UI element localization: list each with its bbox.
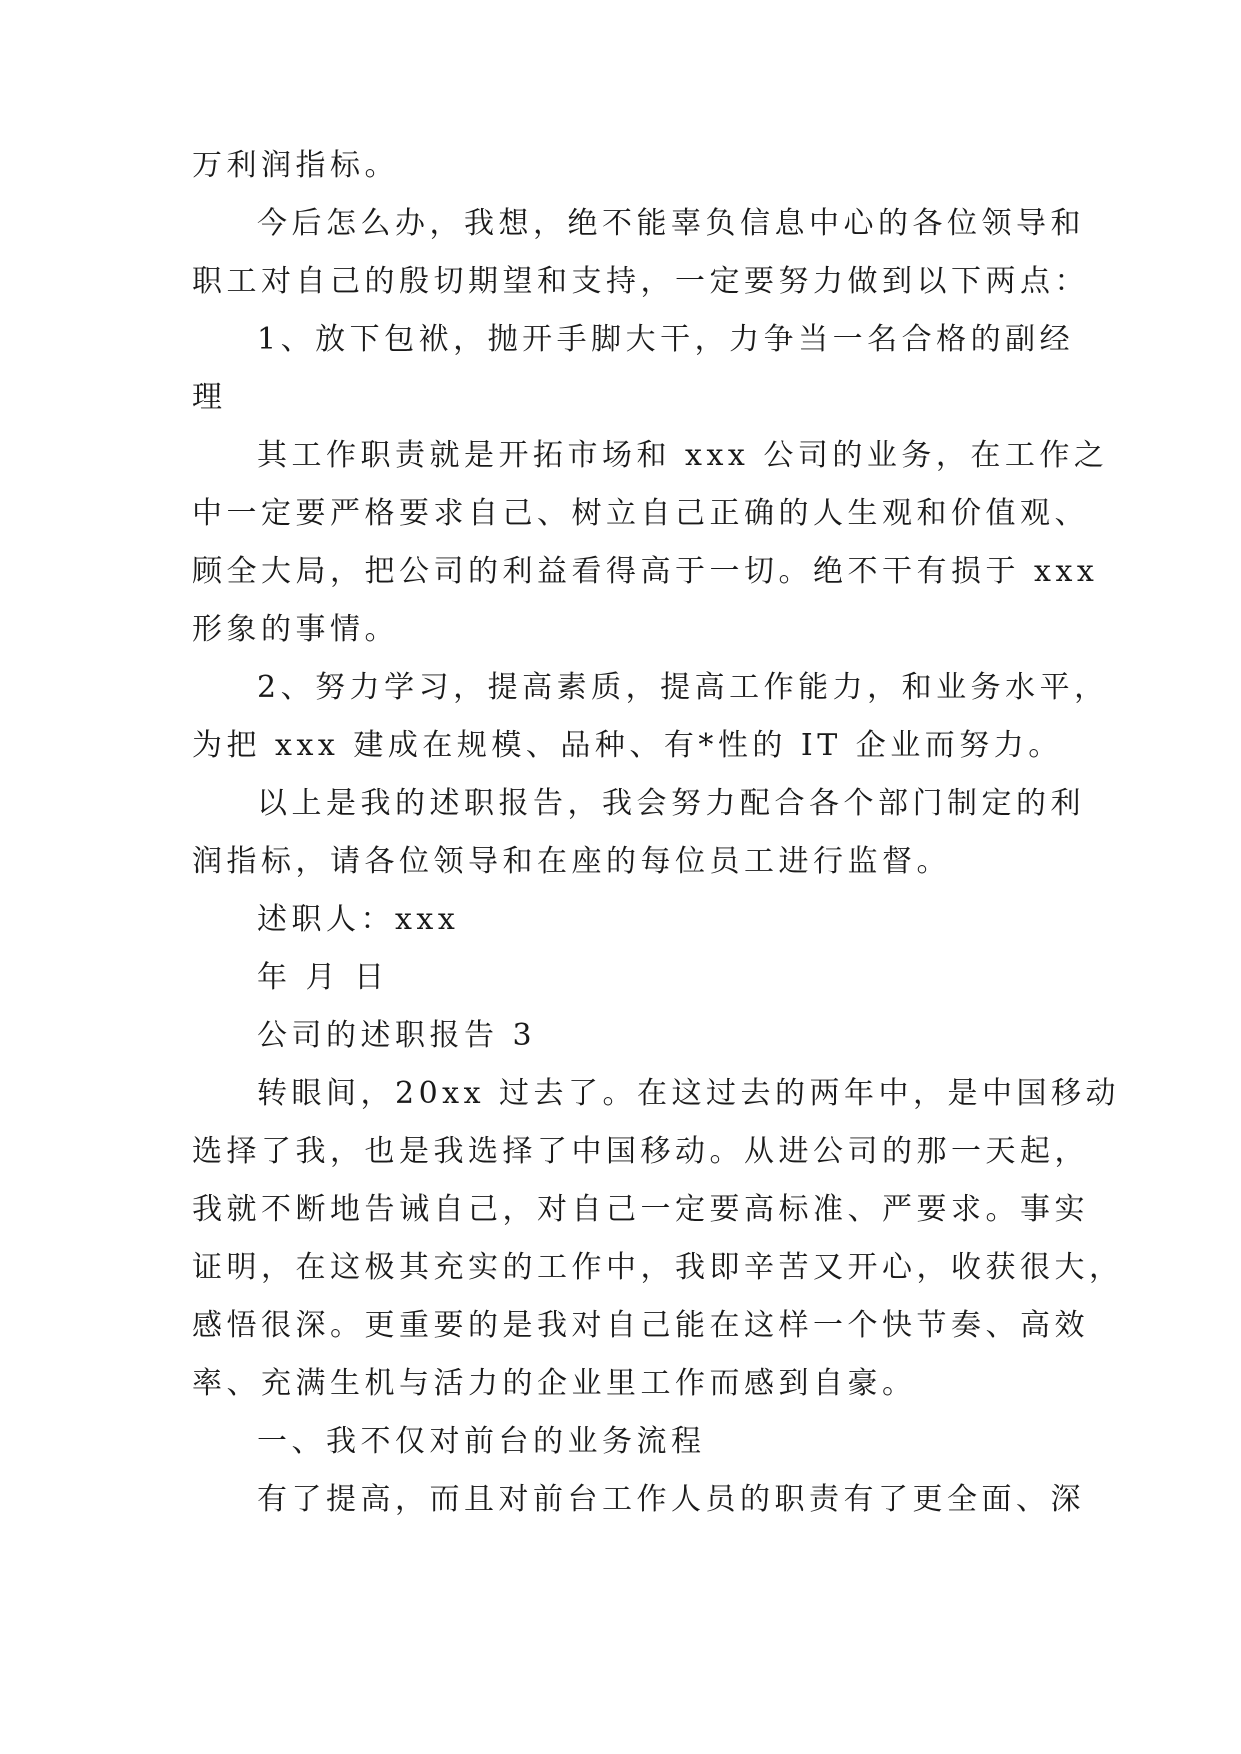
text-line: 一、我不仅对前台的业务流程 — [257, 1424, 706, 1459]
text-line: 率、充满生机与活力的企业里工作而感到自豪。 — [192, 1366, 917, 1401]
signer-line: 述职人：xxx — [257, 902, 460, 937]
text-line: 万利润指标。 — [192, 148, 399, 183]
text-line: 选择了我，也是我选择了中国移动。从进公司的那一天起， — [192, 1134, 1089, 1169]
text-line: 润指标，请各位领导和在座的每位员工进行监督。 — [192, 844, 951, 879]
text-line: 今后怎么办，我想，绝不能辜负信息中心的各位领导和 — [257, 206, 1085, 241]
text-line: 感悟很深。更重要的是我对自己能在这样一个快节奏、高效 — [192, 1308, 1089, 1343]
text-line: 我就不断地告诫自己，对自己一定要高标准、严要求。事实 — [192, 1192, 1089, 1227]
text-line: 有了提高，而且对前台工作人员的职责有了更全面、深 — [257, 1482, 1085, 1517]
text-line: 证明，在这极其充实的工作中，我即辛苦又开心，收获很大， — [192, 1250, 1124, 1285]
date-line: 年 月 日 — [257, 960, 389, 995]
text-line: 理 — [192, 380, 227, 415]
text-line: 以上是我的述职报告，我会努力配合各个部门制定的利 — [257, 786, 1085, 821]
text-line: 职工对自己的殷切期望和支持，一定要努力做到以下两点： — [192, 264, 1089, 299]
text-line: 顾全大局，把公司的利益看得高于一切。绝不干有损于 xxx — [192, 554, 1099, 589]
text-line: 为把 xxx 建成在规模、品种、有*性的 IT 企业而努力。 — [192, 728, 1063, 763]
text-line: 其工作职责就是开拓市场和 xxx 公司的业务，在工作之 — [257, 438, 1109, 473]
text-line: 形象的事情。 — [192, 612, 399, 647]
section-heading: 公司的述职报告 3 — [257, 1018, 537, 1053]
text-line: 转眼间，20xx 过去了。在这过去的两年中，是中国移动 — [257, 1076, 1121, 1111]
text-line: 2、努力学习，提高素质，提高工作能力，和业务水平， — [257, 670, 1109, 705]
text-line: 1、放下包袱，抛开手脚大干，力争当一名合格的副经 — [257, 322, 1075, 357]
text-line: 中一定要严格要求自己、树立自己正确的人生观和价值观、 — [192, 496, 1089, 531]
